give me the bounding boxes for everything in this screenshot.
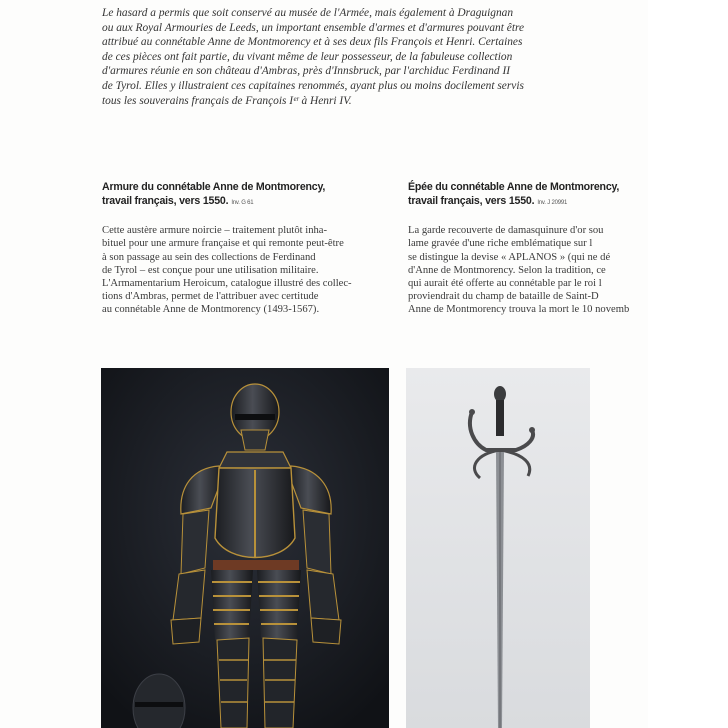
sword-description-line: lame gravée d'une riche emblématique sur l [408, 238, 593, 250]
armor-caption-date: travail français, vers 1550. [102, 194, 229, 207]
sword-description [408, 224, 648, 316]
sword-photo [406, 368, 590, 728]
sword-description-line: d'Anne de Montmorency. Selon la tradition, ce [408, 264, 606, 276]
sword-inventory-number: Inv. J 20991 [537, 199, 568, 206]
armor-description [102, 224, 387, 316]
armor-inventory-number: Inv. G 61 [231, 199, 254, 206]
armor-caption-title: Armure du connétable Anne de Montmorency, [102, 181, 326, 193]
intro-line: ou aux Royal Armouries de Leeds, un important ensemble d'armes et d'armures pouvant être [102, 21, 525, 34]
intro-line: d'armures réunie en son château d'Ambras, près d'Innsbruck, par l'archiduc Ferdinand II [102, 65, 511, 78]
armor-photo [101, 368, 389, 728]
intro-line: de ces pièces ont fait partie, du vivant même de leur possesseur, de la fabuleuse collection [102, 50, 513, 63]
armor-entry [102, 181, 387, 317]
armor-description-line: à son passage au sein des collections de Ferdinand [102, 251, 316, 263]
armor-description-line: de Tyrol – est conçue pour une utilisation militaire. [102, 264, 319, 276]
intro-line: tous les souverains français de François Iᵉʳ à Henri IV. [102, 94, 352, 107]
armor-caption [102, 181, 387, 210]
armor-description-line: tions d'Ambras, permet de l'attribuer avec certitude [102, 291, 319, 303]
intro-paragraph [102, 6, 622, 108]
armor-description-line: bituel pour une armure française et qui remonte peut-être [102, 238, 344, 250]
sword-caption-title: Épée du connétable Anne de Montmorency, [408, 181, 620, 193]
intro-line: attribué au connétable Anne de Montmorency et à ses deux fils François et Henri. Certaines [102, 36, 523, 49]
sword-description-line: La garde recouverte de damasquinure d'or sou [408, 225, 604, 237]
sword-description-line: proviendrait du champ de bataille de Saint-D [408, 291, 599, 303]
intro-line: de Tyrol. Elles y illustraient ces capitaines renommés, ayant plus ou moins docilement servis [102, 79, 524, 92]
sword-caption [408, 181, 648, 210]
armor-description-line: L'Armamentarium Heroicum, catalogue illustré des collec- [102, 278, 352, 289]
armor-description-line: Cette austère armure noircie – traitement plutôt inha- [102, 225, 328, 237]
intro-line: Le hasard a permis que soit conservé au musée de l'Armée, mais également à Draguignan [102, 7, 514, 19]
sword-caption-date: travail français, vers 1550. [408, 194, 535, 207]
armor-illustration [101, 368, 389, 728]
page-gutter [648, 0, 728, 728]
sword-entry [408, 181, 648, 317]
sword-description-line: Anne de Montmorency trouva la mort le 10 novemb [408, 304, 630, 316]
sword-illustration [406, 368, 590, 728]
sword-description-line: se distingue la devise « APLANOS » (qui ne dé [408, 251, 611, 263]
armor-description-line: au connétable Anne de Montmorency (1493-1567). [102, 304, 320, 316]
sword-description-line: qui aurait été offerte au connétable par le roi l [408, 278, 602, 289]
